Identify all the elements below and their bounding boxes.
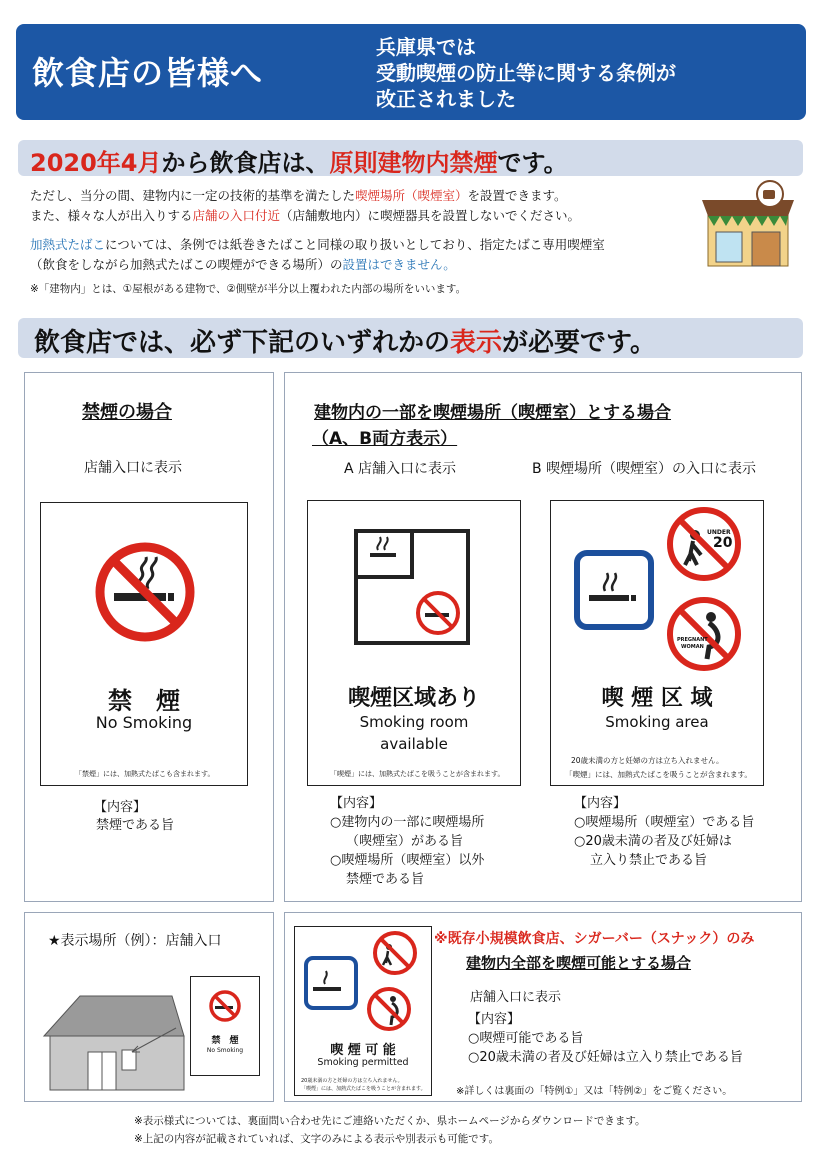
no-pregnant-woman-icon [665, 595, 743, 673]
headline: 2020年4月から飲食店は、原則建物内禁煙です。 [30, 149, 568, 177]
sign-b-note-2: 「喫煙」には、加熱式たばこを吸うことが含まれます。 [565, 770, 752, 779]
permitted-sign-jp: 喫 煙 可 能 [330, 1043, 396, 1058]
under-number: 20 [713, 535, 733, 551]
sign-b-note-1: 20歳未満の方と妊婦の方は立ち入れません。 [571, 756, 724, 765]
sign-b-en: Smoking area [605, 713, 709, 731]
intro-paragraph-3: 加熱式たばこについては、条例では紙巻きたばこと同様の取り扱いとしており、指定たばこ専用喫煙室 [30, 237, 605, 252]
under-label: UNDER [707, 529, 731, 536]
small-shop-title: 建物内全部を喫煙可能とする場合 [466, 954, 692, 972]
permitted-smoking-icon [303, 955, 359, 1011]
requirement-text: 飲食店では、必ず下記のいずれかの表示が必要です。 [34, 328, 656, 358]
footer-line-2: ※上記の内容が記載されていれば、文字のみによる表示や別表示も可能です。 [134, 1133, 499, 1145]
smoking-room-icon [352, 527, 472, 649]
smoking-permitted-sign [294, 926, 432, 1096]
footer-line-1: ※表示様式については、裏面問い合わせ先にご連絡いただくか、県ホームページからダウンロードできます。 [134, 1115, 646, 1127]
mini-sign-jp: 禁 煙 [211, 1036, 239, 1046]
sign-a [307, 500, 521, 786]
permitted-sign-note-1: 20歳未満の方と妊婦の方は立ち入れません。 [301, 1078, 403, 1084]
pregnant-label-2: WOMAN [681, 644, 704, 650]
no-smoking-content-label: 【内容】 [94, 800, 147, 815]
no-smoking-icon [94, 541, 196, 643]
no-smoking-content: 禁煙である旨 [96, 818, 175, 833]
header-subtitle: 兵庫県では 受動喫煙の防止等に関する条例が 改正されました [376, 35, 676, 111]
intro-paragraph-2: また、様々な人が出入りする店舗の入口付近（店舗敷地内）に喫煙器具を設置しないでください。 [30, 208, 581, 223]
building-illustration [40, 990, 188, 1094]
page-title: 飲食店の皆様へ [32, 54, 264, 92]
intro-paragraph-4: （飲食をしながら加熱式たばこの喫煙ができる場所）の設置はできません。 [30, 257, 456, 272]
partial-title: 建物内の一部を喫煙場所（喫煙室）とする場合 [314, 403, 671, 423]
sign-a-en1: Smoking room [359, 713, 469, 731]
no-smoking-sign [40, 502, 248, 786]
sign-a-jp: 喫煙区域あり [347, 686, 480, 711]
permitted-no-under-20-icon [371, 929, 419, 977]
mini-sign [190, 976, 260, 1076]
sign-a-en2: available [380, 735, 448, 753]
partial-b-label: B 喫煙場所（喫煙室）の入口に表示 [532, 461, 757, 477]
no-smoking-sign-jp: 禁 煙 [108, 687, 180, 715]
sign-b-jp: 喫 煙 区 域 [601, 686, 713, 711]
smoking-area-icon [573, 549, 655, 631]
sign-a-content: 【内容】 ○建物内の一部に喫煙場所 （喫煙室）がある旨 ○喫煙場所（喫煙室）以外 禁煙である旨 [330, 796, 485, 887]
no-smoking-where: 店舗入口に表示 [84, 460, 182, 476]
shop-illustration [700, 180, 796, 270]
partial-a-label: A 店舗入口に表示 [344, 461, 457, 477]
small-shop-content: 【内容】 ○喫煙可能である旨 ○20歳未満の者及び妊婦は立入り禁止である旨 [468, 1012, 743, 1065]
small-shop-where: 店舗入口に表示 [470, 990, 562, 1005]
sign-b [550, 500, 764, 786]
permitted-sign-en: Smoking permitted [317, 1057, 409, 1068]
mini-sign-en: No Smoking [206, 1047, 244, 1054]
partial-title-2: （A、B両方表示） [312, 429, 458, 449]
no-smoking-sign-note: 「禁煙」には、加熱式たばこも含まれます。 [75, 770, 215, 778]
sign-b-content: 【内容】 ○喫煙場所（喫煙室）である旨 ○20歳未満の者及び妊婦は 立入り禁止である旨 [574, 796, 755, 868]
intro-paragraph-1: ただし、当分の間、建物内に一定の技術的基準を満たした喫煙場所（喫煙室）を設置できます。 [30, 188, 567, 203]
no-smoking-title: 禁煙の場合 [82, 402, 172, 423]
pregnant-label-1: PREGNANT [677, 637, 708, 643]
small-shop-title-red: ※既存小規模飲食店、シガーバー（スナック）のみ [434, 931, 755, 947]
permitted-no-pregnant-icon [365, 985, 413, 1033]
mini-no-smoking-icon [208, 989, 242, 1023]
permitted-sign-note-2: 「喫煙」には、加熱式たばこを吸うことが含まれます。 [301, 1086, 426, 1092]
example-title: ★表示場所（例）：店舗入口 [48, 933, 222, 949]
sign-a-note: 「喫煙」には、加熱式たばこを吸うことが含まれます。 [330, 770, 505, 778]
intro-note: ※「建物内」とは、①屋根がある建物で、②側壁が半分以上覆われた内部の場所をいいます。 [30, 283, 467, 295]
no-smoking-sign-en: No Smoking [95, 713, 193, 732]
small-shop-note: ※詳しくは裏面の「特例①」又は「特例②」をご覧ください。 [456, 1086, 733, 1097]
